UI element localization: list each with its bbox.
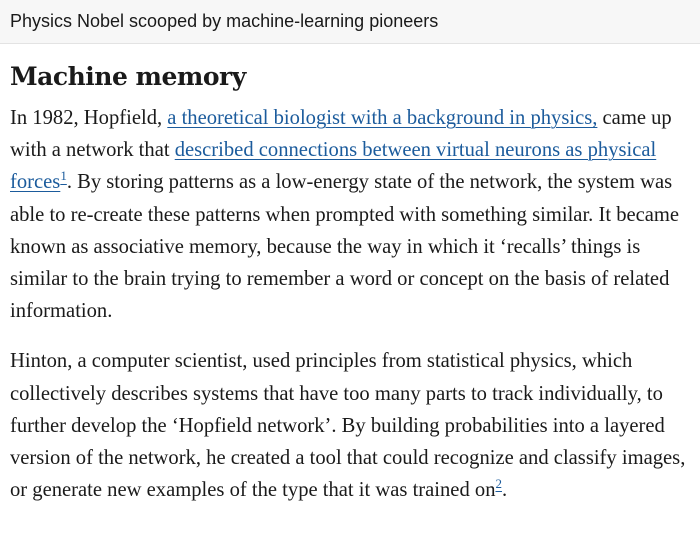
link-theoretical-biologist[interactable]: a theoretical biologist with a background in physics,: [167, 107, 598, 129]
paragraph-text: . By storing patterns as a low-energy state of the network, the system was able to re-create these patterns when prompted with something similar. It became known as associative memory, because the way in which it ‘recalls’ things is similar to the brain trying to remember a word or concept on the basis of related information.: [10, 171, 680, 323]
section-heading: Machine memory: [10, 62, 246, 91]
page-header-bar: [0, 0, 700, 44]
paragraph-text: Hinton, a computer scientist, used principles from statistical physics, which collectively describes systems that have too many parts to track individually, to further develop the ‘Hopfield network’. By building probabilities into a layered version of the network, he created a tool that could recognize and classify images, or generate new examples of the type that it was trained on: [10, 350, 686, 502]
paragraph-text: .: [502, 479, 508, 502]
paragraph-text: In 1982, Hopfield,: [10, 107, 168, 129]
article-body: [10, 56, 686, 524]
reference-2-link[interactable]: 2: [495, 476, 502, 492]
reference-1-link[interactable]: 1: [60, 168, 67, 184]
paragraph-hopfield: [10, 102, 686, 327]
page-title: Physics Nobel scooped by machine-learning pioneers: [10, 11, 439, 31]
paragraph-hinton: [10, 345, 686, 506]
paragraph-text: came up with a network that: [10, 107, 672, 162]
link-described-connections[interactable]: described connections between virtual neurons as physical forces: [10, 139, 657, 194]
